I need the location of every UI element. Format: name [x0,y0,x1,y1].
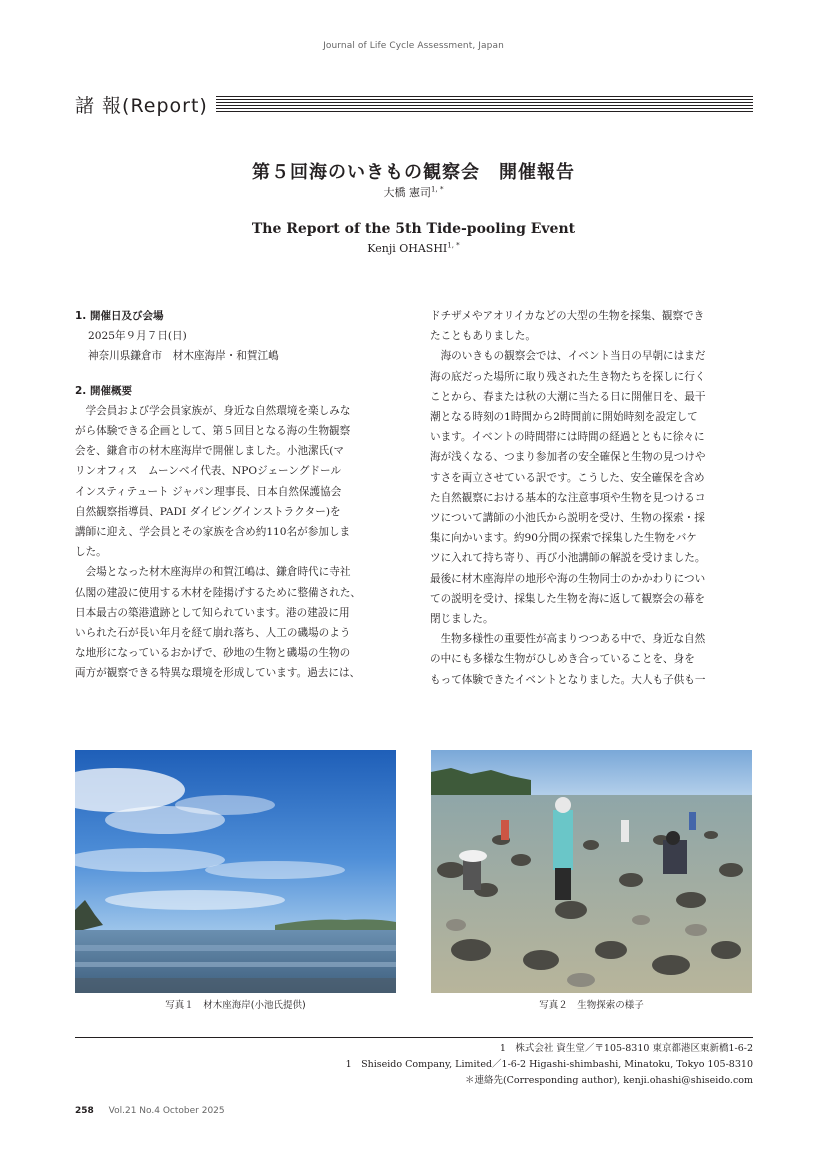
author-en: Kenji $OHASHI^{1, *}$ [367,241,460,255]
journal-name: Journal of Life Cycle Assessment, Japan [323,41,504,51]
page-number: 258 [75,1106,94,1116]
footnote-divider [75,1037,753,1038]
paragraph-schedule: 海のいきもの観察会では、イベント当日の早朝にはまだ 海の底だった場所に取り残された生き物たちを探しに行く ことから、春または秋の大潮に当たる日に開催日を、最干 潮となる時刻の1時間から2時間前に開始時刻を設定して います。イベントの時間帯には時間の経過とともに徐々に 海が浅くなる、つまり参加者の安全確保と生物の見つけや すさを両立させている訳です。こうした、安全確保を含め た自然観察における基本的な注意事項や生物を見つけるコ ツについて講師の小池氏から説明を受け、生物の探索・採 集に向かいます。約90分間の探索で採集した生物をバケ ツに入れて持ち寄り、再び小池講師の解説を受けました。 最後に材木座海岸の地形や海の生物同士のかかわりについ ての説明を受け、採集した生物を海に返して観察会の幕を 閉じました。 [430,350,706,626]
author-ja: 大橋 憲司$^{1, *}$ [383,185,444,199]
section-1-heading: 1. 開催日及び会場 [75,310,164,322]
body-column-left [75,306,397,684]
event-date: 2025年９月７日(日) [88,330,187,343]
banner-rules [216,96,753,112]
footnotes [346,1041,753,1089]
section-banner [75,92,753,116]
photo-caption-1: 写真１ 材木座海岸(小池氏提供) [165,1000,306,1011]
body-column-right [430,306,753,690]
paragraph-conclusion: 生物多様性の重要性が高まりつつある中で、身近な自然 の中にも多様な生物がひしめき合っていることを、身を もって体験できたイベントとなりました。大人も子供も一 [430,633,706,686]
footnote-affiliation-en: 1 Shiseido Company, Limited／1-6-2 Higashi-shimbashi, Minatoku, Tokyo 105-8310 [345,1059,753,1070]
section-label: 諸 報(Report) [75,94,208,117]
footnote-corresponding: ＊連絡先(Corresponding author), kenji.ohashi@shiseido.com [464,1075,753,1086]
photo-caption-2: 写真２ 生物探索の様子 [539,1000,644,1011]
photo-tide-pool [431,750,752,993]
paragraph-venue: 会場となった材木座海岸の和賀江嶋は、鎌倉時代に寺社 仏閣の建設に使用する木材を陸揚げするために整備された、 日本最古の築港遺跡として知られています。港の建設に用 いられた石が長い年月を経て崩れ落ち、人工の磯場のよう な地形になっているおかげで、砂地の生物と磯場の生物の 両方が観察できる特異な環境を形成しています。過去には、 [75,566,362,680]
section-2-heading: 2. 開催概要 [75,384,132,397]
article-title-ja: 第５回海のいきもの観察会 開催報告 [252,162,575,183]
photo-beach [75,750,396,993]
paragraph-continued: ドチザメやアオリイカなどの大型の生物を採集、観察でき たこともありました。 [430,310,705,343]
paragraph-overview: 学会員および学会員家族が、身近な自然環境を楽しみな がら体験できる企画として、第５回目となる海の生物観察 会を、鎌倉市の材木座海岸で開催しました。小池潔氏(マ リンオフィス ムーンベイ代表、NPOジェーングドール インスティテュート ジャパン理事長、日本自然保護協会 自然観察指導員、PADI ダイビングインストラクター)を 講師に迎え、学会員とその家族を含め約110名が参加しま した。 [75,404,351,559]
issue-info: Vol.21 No.4 October 2025 [108,1106,225,1116]
footnote-affiliation-ja: 1 株式会社 資生堂／〒105-8310 東京都港区東新橋1-6-2 [499,1043,753,1054]
page-footer [75,1106,225,1116]
article-title-en: The Report of the 5th Tide-pooling Event [251,221,576,237]
event-venue: 神奈川県鎌倉市 材木座海岸・和賀江嶋 [88,350,279,363]
